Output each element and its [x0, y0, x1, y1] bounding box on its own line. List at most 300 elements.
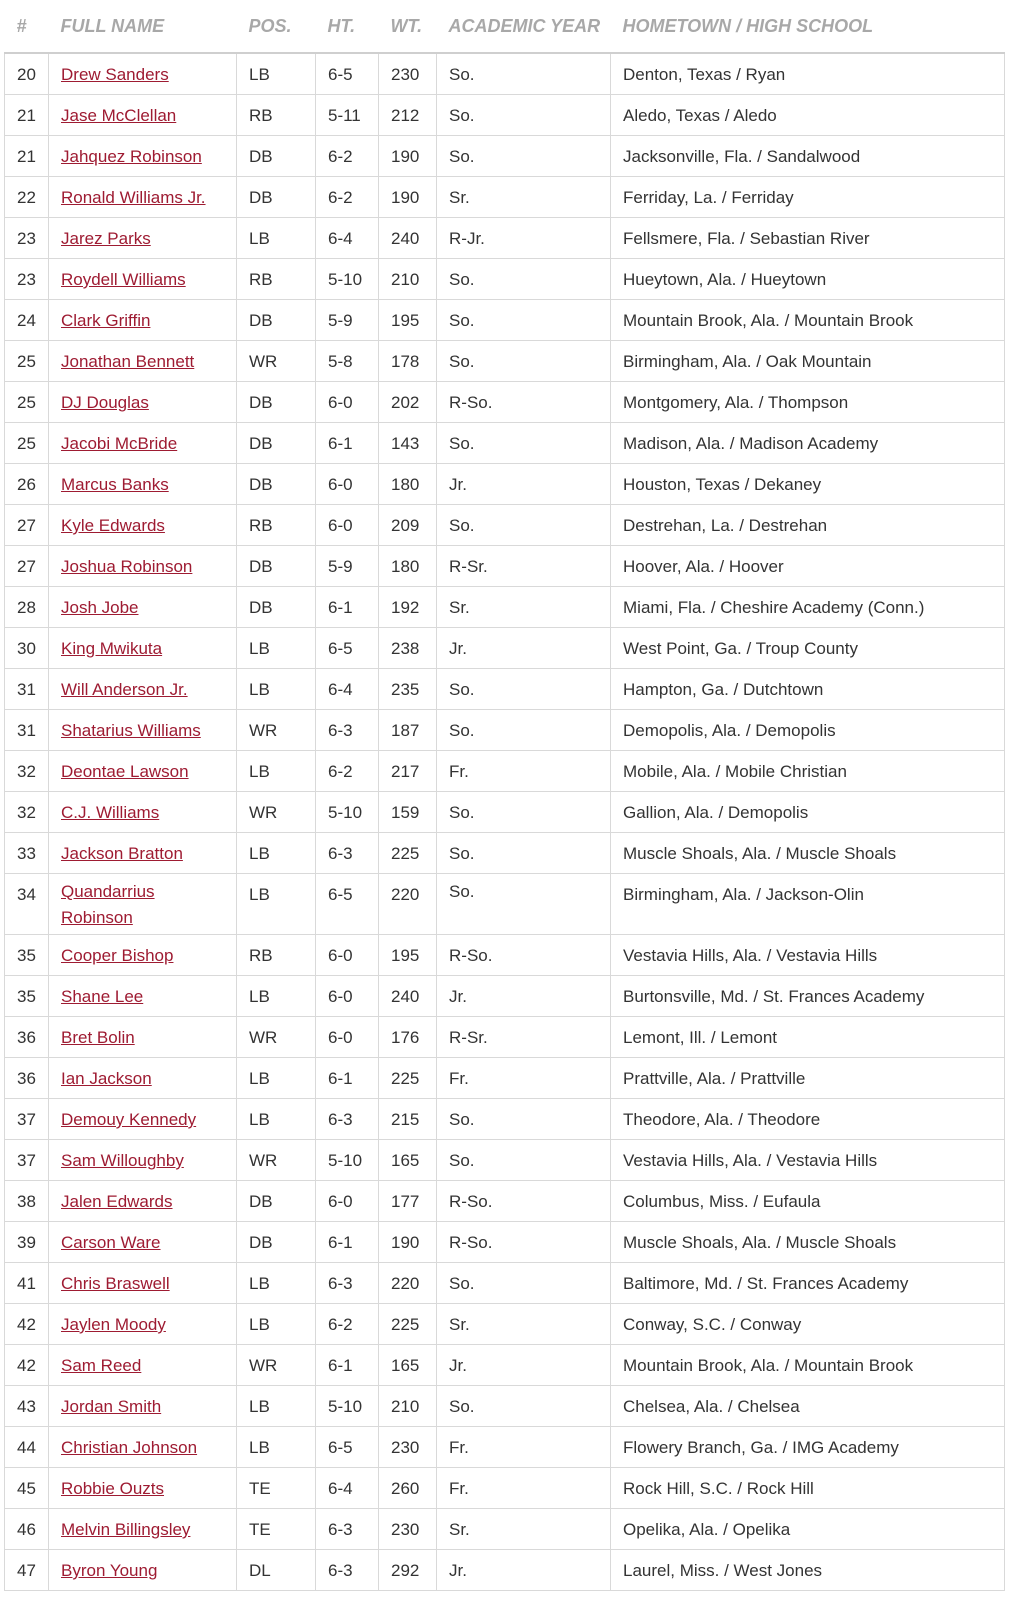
table-row	[5, 751, 1005, 792]
player-name-link[interactable]: Jaylen Moody	[61, 1315, 166, 1334]
player-position: DB	[237, 1181, 316, 1222]
player-height: 6-0	[316, 976, 379, 1017]
player-weight: 225	[379, 1058, 437, 1099]
player-position: DB	[237, 464, 316, 505]
table-row	[5, 1550, 1005, 1591]
player-position: WR	[237, 1017, 316, 1058]
player-position: LB	[237, 218, 316, 259]
player-academic-year: So.	[437, 1263, 611, 1304]
player-hometown: Burtonsville, Md. / St. Frances Academy	[611, 976, 1005, 1017]
player-number: 28	[5, 587, 49, 628]
player-name-link[interactable]: Jarez Parks	[61, 229, 151, 248]
player-weight: 176	[379, 1017, 437, 1058]
player-hometown: Destrehan, La. / Destrehan	[611, 505, 1005, 546]
player-number: 31	[5, 710, 49, 751]
player-name-cell	[49, 95, 237, 136]
player-name-cell	[49, 1181, 237, 1222]
player-name-link[interactable]: Christian Johnson	[61, 1438, 198, 1457]
player-weight: 230	[379, 1427, 437, 1468]
player-name-link[interactable]: Shane Lee	[61, 987, 144, 1006]
player-academic-year: Sr.	[437, 1304, 611, 1345]
player-height: 6-5	[316, 53, 379, 95]
player-academic-year: R-Jr.	[437, 218, 611, 259]
player-position: LB	[237, 1427, 316, 1468]
player-position: WR	[237, 1140, 316, 1181]
player-height: 6-0	[316, 464, 379, 505]
player-name-link[interactable]: C.J. Williams	[61, 803, 160, 822]
player-weight: 220	[379, 1263, 437, 1304]
player-height: 6-3	[316, 1550, 379, 1591]
player-number: 42	[5, 1345, 49, 1386]
player-position: DB	[237, 423, 316, 464]
player-height: 5-11	[316, 95, 379, 136]
player-name-link[interactable]: Robbie Ouzts	[61, 1479, 164, 1498]
player-name-link[interactable]: Chris Braswell	[61, 1274, 170, 1293]
player-weight: 190	[379, 136, 437, 177]
player-academic-year: So.	[437, 792, 611, 833]
player-weight: 215	[379, 1099, 437, 1140]
player-academic-year: So.	[437, 669, 611, 710]
player-name-link[interactable]: King Mwikuta	[61, 639, 163, 658]
table-row	[5, 1386, 1005, 1427]
player-name-link[interactable]: Jase McClellan	[61, 106, 177, 125]
player-height: 5-10	[316, 1386, 379, 1427]
player-hometown: Vestavia Hills, Ala. / Vestavia Hills	[611, 1140, 1005, 1181]
player-name-link[interactable]: Sam Willoughby	[61, 1151, 184, 1170]
table-row	[5, 300, 1005, 341]
header-weight[interactable]: WT.	[379, 0, 437, 53]
player-hometown: Muscle Shoals, Ala. / Muscle Shoals	[611, 1222, 1005, 1263]
player-height: 6-2	[316, 1304, 379, 1345]
player-name-link[interactable]: Josh Jobe	[61, 598, 139, 617]
player-name-link[interactable]: Demouy Kennedy	[61, 1110, 197, 1129]
player-number: 37	[5, 1140, 49, 1181]
player-height: 5-9	[316, 300, 379, 341]
player-name-cell	[49, 628, 237, 669]
player-height: 6-0	[316, 1181, 379, 1222]
player-academic-year: R-So.	[437, 1222, 611, 1263]
player-weight: 195	[379, 935, 437, 976]
player-position: LB	[237, 1304, 316, 1345]
player-position: LB	[237, 669, 316, 710]
player-position: LB	[237, 1386, 316, 1427]
player-height: 6-1	[316, 1345, 379, 1386]
player-position: RB	[237, 505, 316, 546]
player-name-link[interactable]: Will Anderson Jr.	[61, 680, 188, 699]
player-weight: 165	[379, 1345, 437, 1386]
player-academic-year: So.	[437, 300, 611, 341]
player-hometown: Hueytown, Ala. / Hueytown	[611, 259, 1005, 300]
player-name-cell	[49, 833, 237, 874]
player-name-link[interactable]: Ronald Williams Jr.	[61, 188, 206, 207]
player-weight: 225	[379, 833, 437, 874]
player-name-cell	[49, 218, 237, 259]
header-academic-year[interactable]: ACADEMIC YEAR	[437, 0, 611, 53]
player-number: 45	[5, 1468, 49, 1509]
header-position[interactable]: POS.	[237, 0, 316, 53]
player-hometown: Opelika, Ala. / Opelika	[611, 1509, 1005, 1550]
table-row	[5, 505, 1005, 546]
player-hometown: Denton, Texas / Ryan	[611, 53, 1005, 95]
player-position: DB	[237, 587, 316, 628]
player-number: 21	[5, 136, 49, 177]
player-weight: 240	[379, 976, 437, 1017]
table-row	[5, 1468, 1005, 1509]
player-academic-year: Jr.	[437, 1345, 611, 1386]
player-name-cell	[49, 751, 237, 792]
player-weight: 195	[379, 300, 437, 341]
table-row	[5, 874, 1005, 935]
player-academic-year: Sr.	[437, 177, 611, 218]
player-number: 27	[5, 505, 49, 546]
player-hometown: Baltimore, Md. / St. Frances Academy	[611, 1263, 1005, 1304]
table-row	[5, 341, 1005, 382]
player-academic-year: Jr.	[437, 976, 611, 1017]
player-height: 6-3	[316, 710, 379, 751]
player-academic-year: So.	[437, 1140, 611, 1181]
player-number: 36	[5, 1017, 49, 1058]
player-weight: 240	[379, 218, 437, 259]
player-number: 37	[5, 1099, 49, 1140]
player-weight: 180	[379, 546, 437, 587]
player-name-cell	[49, 669, 237, 710]
table-row	[5, 1509, 1005, 1550]
player-position: LB	[237, 751, 316, 792]
player-name-cell	[49, 341, 237, 382]
player-name-cell	[49, 874, 237, 935]
player-academic-year: Jr.	[437, 628, 611, 669]
roster-table	[4, 0, 1005, 1591]
player-height: 6-1	[316, 1222, 379, 1263]
player-name-link[interactable]: Joshua Robinson	[61, 557, 193, 576]
table-row	[5, 382, 1005, 423]
player-name-cell	[49, 1304, 237, 1345]
player-academic-year: Fr.	[437, 1427, 611, 1468]
player-number: 32	[5, 751, 49, 792]
player-name-link[interactable]: Sam Reed	[61, 1356, 142, 1375]
player-name-link[interactable]: Ian Jackson	[61, 1069, 152, 1088]
player-name-link[interactable]: Melvin Billingsley	[61, 1520, 191, 1539]
table-row	[5, 833, 1005, 874]
player-height: 6-4	[316, 1468, 379, 1509]
player-number: 35	[5, 976, 49, 1017]
player-position: DB	[237, 177, 316, 218]
player-name-link[interactable]: Cooper Bishop	[61, 946, 174, 965]
player-position: TE	[237, 1509, 316, 1550]
player-weight: 180	[379, 464, 437, 505]
player-name-link[interactable]: Shatarius Williams	[61, 721, 201, 740]
player-name-cell	[49, 1099, 237, 1140]
player-weight: 209	[379, 505, 437, 546]
player-academic-year: So.	[437, 1386, 611, 1427]
player-name-link[interactable]: Drew Sanders	[61, 65, 169, 84]
player-name-link[interactable]: Jalen Edwards	[61, 1192, 173, 1211]
player-number: 30	[5, 628, 49, 669]
player-position: RB	[237, 95, 316, 136]
table-row	[5, 1140, 1005, 1181]
player-position: LB	[237, 874, 316, 935]
table-row	[5, 710, 1005, 751]
player-academic-year: So.	[437, 710, 611, 751]
player-hometown: Jacksonville, Fla. / Sandalwood	[611, 136, 1005, 177]
table-row	[5, 1222, 1005, 1263]
player-academic-year: So.	[437, 505, 611, 546]
player-name-cell	[49, 1345, 237, 1386]
table-row	[5, 259, 1005, 300]
player-height: 5-8	[316, 341, 379, 382]
player-position: LB	[237, 53, 316, 95]
player-hometown: Mountain Brook, Ala. / Mountain Brook	[611, 1345, 1005, 1386]
player-number: 43	[5, 1386, 49, 1427]
player-weight: 202	[379, 382, 437, 423]
player-academic-year: Jr.	[437, 464, 611, 505]
table-row	[5, 136, 1005, 177]
player-height: 6-3	[316, 1099, 379, 1140]
player-hometown: Hoover, Ala. / Hoover	[611, 546, 1005, 587]
player-position: DB	[237, 300, 316, 341]
player-number: 23	[5, 218, 49, 259]
table-row	[5, 976, 1005, 1017]
player-name-link[interactable]: Kyle Edwards	[61, 516, 165, 535]
player-number: 36	[5, 1058, 49, 1099]
player-name-cell	[49, 1468, 237, 1509]
table-row	[5, 464, 1005, 505]
table-row	[5, 1427, 1005, 1468]
player-hometown: Chelsea, Ala. / Chelsea	[611, 1386, 1005, 1427]
player-height: 6-1	[316, 423, 379, 464]
player-name-link[interactable]: DJ Douglas	[61, 393, 149, 412]
player-name-link[interactable]: Jonathan Bennett	[61, 352, 195, 371]
player-hometown: Vestavia Hills, Ala. / Vestavia Hills	[611, 935, 1005, 976]
player-academic-year: R-Sr.	[437, 546, 611, 587]
table-row	[5, 1181, 1005, 1222]
player-position: LB	[237, 1058, 316, 1099]
player-height: 6-2	[316, 751, 379, 792]
table-row	[5, 423, 1005, 464]
player-position: LB	[237, 1263, 316, 1304]
player-weight: 230	[379, 1509, 437, 1550]
player-weight: 210	[379, 259, 437, 300]
player-number: 27	[5, 546, 49, 587]
player-position: DL	[237, 1550, 316, 1591]
header-height[interactable]: HT.	[316, 0, 379, 53]
player-academic-year: R-So.	[437, 1181, 611, 1222]
player-hometown: Hampton, Ga. / Dutchtown	[611, 669, 1005, 710]
player-number: 25	[5, 341, 49, 382]
player-hometown: Conway, S.C. / Conway	[611, 1304, 1005, 1345]
player-height: 6-0	[316, 935, 379, 976]
player-weight: 292	[379, 1550, 437, 1591]
player-name-cell	[49, 1058, 237, 1099]
player-position: WR	[237, 1345, 316, 1386]
player-hometown: Montgomery, Ala. / Thompson	[611, 382, 1005, 423]
player-academic-year: R-So.	[437, 935, 611, 976]
player-name-cell	[49, 710, 237, 751]
player-name-link[interactable]: Marcus Banks	[61, 475, 169, 494]
player-number: 47	[5, 1550, 49, 1591]
player-number: 46	[5, 1509, 49, 1550]
player-number: 32	[5, 792, 49, 833]
player-name-cell	[49, 1222, 237, 1263]
player-height: 5-10	[316, 792, 379, 833]
player-hometown: Houston, Texas / Dekaney	[611, 464, 1005, 505]
player-name-link[interactable]: Quandarrius Robinson	[61, 882, 155, 927]
player-name-link[interactable]: Jackson Bratton	[61, 844, 183, 863]
player-hometown: Rock Hill, S.C. / Rock Hill	[611, 1468, 1005, 1509]
header-full-name[interactable]: FULL NAME	[49, 0, 237, 53]
player-academic-year: R-So.	[437, 382, 611, 423]
table-row	[5, 669, 1005, 710]
player-number: 23	[5, 259, 49, 300]
table-row	[5, 1099, 1005, 1140]
player-academic-year: So.	[437, 1099, 611, 1140]
player-weight: 192	[379, 587, 437, 628]
player-academic-year: Jr.	[437, 1550, 611, 1591]
player-name-link[interactable]: Jacobi McBride	[61, 434, 178, 453]
player-number: 31	[5, 669, 49, 710]
player-academic-year: Fr.	[437, 1058, 611, 1099]
table-row	[5, 95, 1005, 136]
player-academic-year: So.	[437, 874, 611, 935]
player-name-link[interactable]: Deontae Lawson	[61, 762, 189, 781]
player-weight: 230	[379, 53, 437, 95]
player-name-link[interactable]: Byron Young	[61, 1561, 158, 1580]
player-name-cell	[49, 259, 237, 300]
table-row	[5, 53, 1005, 95]
player-position: LB	[237, 833, 316, 874]
player-hometown: Flowery Branch, Ga. / IMG Academy	[611, 1427, 1005, 1468]
player-name-cell	[49, 300, 237, 341]
player-name-cell	[49, 935, 237, 976]
roster-header	[5, 0, 1005, 53]
player-height: 6-1	[316, 1058, 379, 1099]
player-weight: 187	[379, 710, 437, 751]
player-height: 5-9	[316, 546, 379, 587]
player-height: 6-5	[316, 874, 379, 935]
table-row	[5, 1304, 1005, 1345]
player-hometown: Miami, Fla. / Cheshire Academy (Conn.)	[611, 587, 1005, 628]
player-hometown: Aledo, Texas / Aledo	[611, 95, 1005, 136]
player-name-cell	[49, 1140, 237, 1181]
player-number: 24	[5, 300, 49, 341]
player-weight: 220	[379, 874, 437, 935]
player-name-link[interactable]: Carson Ware	[61, 1233, 161, 1252]
player-weight: 217	[379, 751, 437, 792]
player-name-link[interactable]: Jordan Smith	[61, 1397, 162, 1416]
player-hometown: West Point, Ga. / Troup County	[611, 628, 1005, 669]
player-height: 6-3	[316, 1509, 379, 1550]
player-name-cell	[49, 177, 237, 218]
player-name-cell	[49, 464, 237, 505]
table-row	[5, 628, 1005, 669]
player-position: WR	[237, 792, 316, 833]
player-academic-year: So.	[437, 95, 611, 136]
player-hometown: Theodore, Ala. / Theodore	[611, 1099, 1005, 1140]
player-number: 38	[5, 1181, 49, 1222]
player-academic-year: Fr.	[437, 1468, 611, 1509]
player-name-cell	[49, 505, 237, 546]
header-number[interactable]: #	[5, 0, 49, 53]
player-hometown: Demopolis, Ala. / Demopolis	[611, 710, 1005, 751]
player-name-link[interactable]: Roydell Williams	[61, 270, 186, 289]
table-row	[5, 1017, 1005, 1058]
player-name-cell	[49, 1550, 237, 1591]
player-academic-year: So.	[437, 833, 611, 874]
player-position: TE	[237, 1468, 316, 1509]
table-row	[5, 1345, 1005, 1386]
player-position: LB	[237, 976, 316, 1017]
player-name-link[interactable]: Jahquez Robinson	[61, 147, 202, 166]
player-height: 6-3	[316, 1263, 379, 1304]
table-row	[5, 1058, 1005, 1099]
table-row	[5, 1263, 1005, 1304]
player-name-cell	[49, 1509, 237, 1550]
player-number: 39	[5, 1222, 49, 1263]
player-position: DB	[237, 382, 316, 423]
player-weight: 238	[379, 628, 437, 669]
player-name-link[interactable]: Clark Griffin	[61, 311, 151, 330]
player-academic-year: R-Sr.	[437, 1017, 611, 1058]
player-academic-year: Sr.	[437, 1509, 611, 1550]
player-weight: 225	[379, 1304, 437, 1345]
table-row	[5, 218, 1005, 259]
player-height: 6-2	[316, 177, 379, 218]
header-hometown[interactable]: HOMETOWN / HIGH SCHOOL	[611, 0, 1005, 53]
player-position: LB	[237, 628, 316, 669]
player-academic-year: So.	[437, 423, 611, 464]
player-height: 5-10	[316, 1140, 379, 1181]
player-weight: 159	[379, 792, 437, 833]
player-hometown: Ferriday, La. / Ferriday	[611, 177, 1005, 218]
player-number: 44	[5, 1427, 49, 1468]
player-number: 21	[5, 95, 49, 136]
player-weight: 177	[379, 1181, 437, 1222]
player-name-cell	[49, 423, 237, 464]
player-name-cell	[49, 976, 237, 1017]
player-number: 33	[5, 833, 49, 874]
player-position: WR	[237, 710, 316, 751]
player-weight: 190	[379, 177, 437, 218]
player-height: 6-5	[316, 1427, 379, 1468]
player-height: 6-1	[316, 587, 379, 628]
player-height: 5-10	[316, 259, 379, 300]
player-height: 6-2	[316, 136, 379, 177]
player-hometown: Mountain Brook, Ala. / Mountain Brook	[611, 300, 1005, 341]
player-weight: 210	[379, 1386, 437, 1427]
player-name-cell	[49, 587, 237, 628]
player-academic-year: So.	[437, 259, 611, 300]
player-weight: 190	[379, 1222, 437, 1263]
table-row	[5, 546, 1005, 587]
player-number: 41	[5, 1263, 49, 1304]
player-height: 6-0	[316, 1017, 379, 1058]
player-weight: 212	[379, 95, 437, 136]
player-position: DB	[237, 546, 316, 587]
player-hometown: Madison, Ala. / Madison Academy	[611, 423, 1005, 464]
player-hometown: Muscle Shoals, Ala. / Muscle Shoals	[611, 833, 1005, 874]
player-name-cell	[49, 136, 237, 177]
player-hometown: Gallion, Ala. / Demopolis	[611, 792, 1005, 833]
player-height: 6-4	[316, 669, 379, 710]
player-name-cell	[49, 382, 237, 423]
player-academic-year: So.	[437, 341, 611, 382]
player-name-link[interactable]: Bret Bolin	[61, 1028, 135, 1047]
player-number: 25	[5, 382, 49, 423]
player-name-cell	[49, 546, 237, 587]
player-number: 42	[5, 1304, 49, 1345]
player-height: 6-4	[316, 218, 379, 259]
player-academic-year: So.	[437, 53, 611, 95]
